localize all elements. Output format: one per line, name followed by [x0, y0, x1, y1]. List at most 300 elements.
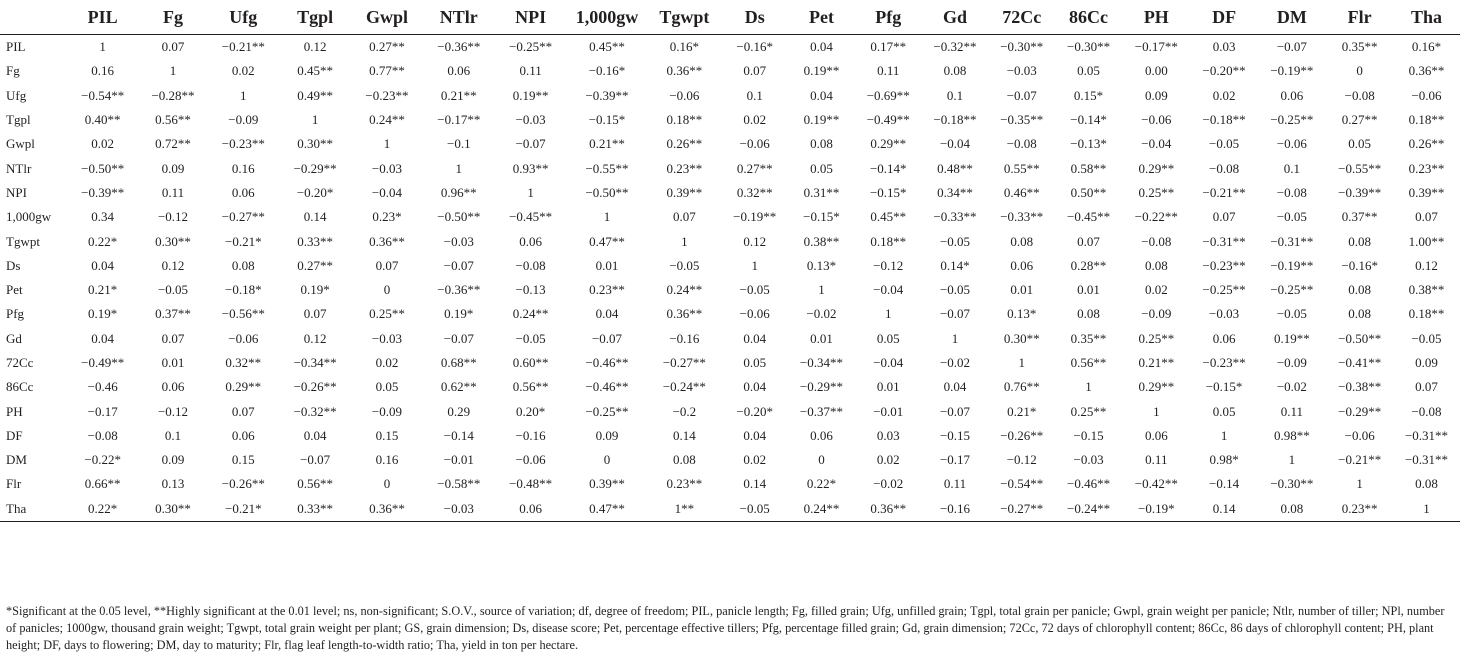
correlation-cell: 0.25** [1138, 184, 1175, 200]
correlation-cell: −0.58** [437, 476, 481, 492]
correlation-cell: −0.25** [509, 39, 553, 55]
row-label: Fg [6, 63, 20, 79]
correlation-cell: 0.19** [1274, 330, 1310, 346]
row-label: NPI [6, 184, 27, 200]
correlation-cell: 0.07 [743, 63, 767, 79]
correlation-cell: −0.41** [1338, 355, 1382, 370]
row-label: Tha [6, 500, 27, 516]
correlation-cell: −0.05 [157, 282, 189, 298]
correlation-cell: 0.47** [589, 233, 625, 249]
correlation-cell: −0.06 [739, 136, 770, 152]
correlation-cell: −0.24** [662, 379, 706, 395]
correlation-cell: 0.1 [164, 427, 182, 443]
correlation-cell: −0.07 [300, 452, 331, 468]
correlation-cell: 0.29** [225, 379, 262, 395]
correlation-cell: 0.24** [666, 282, 703, 298]
table-row [0, 132, 1460, 156]
table-row [0, 254, 1460, 278]
correlation-cell: 0.98** [1274, 427, 1310, 443]
correlation-cell: 0.25** [369, 306, 405, 322]
correlation-cell: 0.01 [1010, 282, 1034, 298]
correlation-cell: 0.08 [943, 63, 967, 79]
correlation-cell: −0.17 [939, 452, 971, 468]
correlation-cell: −0.07 [939, 306, 971, 322]
correlation-cell: −0.05 [669, 257, 700, 273]
correlation-cell: 1 [169, 63, 177, 79]
correlation-cell: −0.36** [437, 39, 481, 55]
column-header: DF [1212, 6, 1237, 27]
correlation-cell: 1.00** [1408, 233, 1445, 249]
table-row [0, 302, 1460, 326]
correlation-cell: 0.30** [155, 500, 191, 516]
correlation-cell: −0.21* [225, 500, 262, 516]
correlation-cell: 0.36** [369, 500, 405, 516]
correlation-cell: 1 [751, 257, 758, 273]
correlation-cell: 0.62** [440, 379, 477, 395]
correlation-cell: 0.07 [231, 403, 255, 419]
correlation-cell: 0.01 [595, 257, 619, 273]
table-row [0, 497, 1460, 522]
correlation-cell: 0.07 [1212, 209, 1236, 225]
correlation-cell: 0.34** [937, 184, 973, 200]
correlation-cell: −0.46 [87, 379, 118, 395]
correlation-cell: −0.25** [1270, 282, 1314, 298]
correlation-cell: −0.25** [1270, 112, 1314, 128]
column-header: Tha [1411, 6, 1443, 27]
correlation-cell: 0.30** [297, 136, 333, 152]
correlation-cell: −0.39** [81, 184, 125, 200]
correlation-cell: 0.08 [1348, 233, 1372, 249]
correlation-cell: 0.18** [1408, 306, 1445, 322]
correlation-cell: 0.08 [810, 136, 833, 152]
correlation-cell: −0.05 [939, 282, 971, 298]
correlation-cell: 0.09 [1144, 87, 1168, 103]
correlation-cell: −0.07 [443, 257, 474, 273]
correlation-cell: −0.03 [1073, 452, 1104, 468]
correlation-cell: −0.25** [585, 403, 629, 419]
correlation-cell: 0.14* [940, 257, 970, 273]
correlation-cell: 0.72** [155, 136, 191, 152]
correlation-cell: 0.38** [803, 233, 840, 249]
correlation-cell: −0.33** [933, 209, 977, 225]
correlation-cell: −0.06 [1344, 427, 1375, 443]
correlation-cell: −0.14* [869, 160, 907, 176]
correlation-cell: 0.1 [946, 87, 964, 103]
correlation-cell: −0.25** [1202, 282, 1246, 298]
row-label: 72Cc [6, 355, 34, 370]
column-header: 86Cc [1069, 6, 1109, 27]
correlation-cell: −0.05 [1411, 330, 1442, 346]
correlation-cell: 0.45** [870, 209, 907, 225]
correlation-cell: 0.27** [1341, 112, 1378, 128]
correlation-cell: 1 [527, 184, 534, 200]
correlation-cell: 0.19* [300, 282, 330, 298]
correlation-cell: −0.39** [1338, 184, 1382, 200]
correlation-cell: −0.23** [1202, 355, 1246, 370]
correlation-cell: 0.27** [369, 39, 405, 55]
correlation-cell: −0.06 [669, 87, 700, 103]
correlation-cell: 0.05 [1212, 403, 1236, 419]
correlation-cell: −0.01 [873, 403, 904, 419]
correlation-cell: −0.14 [1209, 476, 1240, 492]
correlation-cell: 0.1 [746, 87, 763, 103]
correlation-cell: 0.36** [666, 63, 703, 79]
row-label: Gd [6, 330, 22, 346]
correlation-cell: 0.21** [589, 136, 625, 152]
correlation-cell: 0.24** [369, 112, 405, 128]
correlation-cell: 0.08 [1010, 233, 1034, 249]
correlation-cell: −0.26** [1000, 427, 1044, 443]
correlation-cell: 0.23* [372, 209, 402, 225]
correlation-cell: −0.06 [1141, 112, 1172, 128]
correlation-cell: 0.14 [743, 476, 767, 492]
correlation-cell: −0.50** [437, 209, 481, 225]
correlation-cell: 0.26** [1408, 136, 1445, 152]
column-header: Ds [744, 6, 765, 27]
correlation-cell: −0.27** [1000, 500, 1044, 516]
correlation-cell: −0.04 [873, 282, 904, 298]
correlation-cell: −0.50** [1338, 330, 1382, 346]
correlation-cell: 1** [674, 500, 695, 516]
correlation-cell: −0.03 [1209, 306, 1240, 322]
correlation-cell: 0.30** [1003, 330, 1040, 346]
correlation-cell: −0.36** [437, 282, 481, 298]
correlation-cell: 0.06 [519, 500, 542, 516]
correlation-cell: 1 [681, 233, 688, 249]
correlation-cell: 0.19** [803, 63, 840, 79]
correlation-cell: −0.08 [1141, 233, 1172, 249]
correlation-cell: 1 [603, 209, 611, 225]
correlation-cell: 0.39** [1408, 184, 1445, 200]
correlation-cell: −0.21** [221, 39, 265, 55]
correlation-cell: −0.37** [799, 403, 844, 419]
correlation-cell: 0.37** [155, 306, 191, 322]
correlation-cell: −0.16* [736, 39, 773, 55]
correlation-cell: 0.01 [810, 330, 833, 346]
table-row [0, 399, 1460, 423]
correlation-cell: 0.02 [1212, 87, 1236, 103]
correlation-cell: 0.06 [519, 233, 542, 249]
row-label: Ufg [6, 87, 27, 103]
correlation-cell: 0.07 [375, 257, 399, 273]
correlation-cell: −0.12 [1006, 452, 1037, 468]
correlation-cell: 0.33** [297, 500, 333, 516]
correlation-cell: 1 [884, 306, 892, 322]
correlation-cell: 0.21* [1007, 403, 1037, 419]
correlation-cell: 0.12 [303, 39, 327, 55]
correlation-cell: 0.98* [1209, 452, 1239, 468]
correlation-cell: 0.25** [1070, 403, 1107, 419]
correlation-cell: −0.01 [443, 452, 474, 468]
correlation-cell: −0.16 [515, 427, 546, 443]
correlation-cell: −0.15 [939, 427, 971, 443]
correlation-cell: 0.21* [88, 282, 118, 298]
correlation-cell: 1 [99, 39, 106, 55]
table-row [0, 278, 1460, 302]
correlation-cell: 0.66** [84, 476, 121, 492]
correlation-cell: −0.03 [443, 233, 474, 249]
column-header: DM [1276, 6, 1307, 27]
correlation-cell: 0.11 [943, 476, 967, 492]
correlation-cell: 0.14 [673, 427, 696, 443]
correlation-cell: 0.04 [595, 306, 619, 322]
correlation-cell: 0.27** [297, 257, 333, 273]
correlation-cell: 0.09 [161, 160, 185, 176]
correlation-cell: 0.07 [1415, 379, 1438, 395]
row-label: Pet [6, 282, 23, 298]
correlation-cell: 0.26** [666, 136, 703, 152]
correlation-cell: −0.03 [371, 160, 402, 176]
correlation-cell: 0.05 [1077, 63, 1100, 79]
row-label: Gwpl [6, 136, 35, 152]
correlation-cell: −0.08 [1344, 87, 1375, 103]
correlation-cell: 0.19** [512, 87, 549, 103]
correlation-cell: 0.30** [155, 233, 191, 249]
table-row [0, 205, 1460, 229]
row-label: Ds [6, 257, 21, 273]
table-footnote: *Significant at the 0.05 level, **Highly significant at the 0.01 level; ns, non-significant; S.O.V., source of variation; df, degree of freedom; PIL, panicle length; Fg, filled grain; Ufg, unfilled grain; Tgpl, total grain per panicle; Gwpl, grain weight per panicle; Ntlr, number of tiller; NPl, number of panicles; 1000gw, thousand grain weight; Tgwpt, total grain weight per plant; GS, grain dimension; Ds, disease score; Pet, percentage effective tillers; Pfg, percentage filled grain; Gd, grain dimension; 72Cc, 72 days of chlorophyll content; 86Cc, 86 days of chlorophyll content; PH, plant height; DF, days to flowering; DM, day to maturity; Flr, flag leaf length-to-width ratio; Tha, yield in ton per hectare. [6, 604, 1445, 652]
correlation-cell: 0.36** [1408, 63, 1445, 79]
correlation-cell: −0.12 [157, 209, 189, 225]
correlation-cell: 0.07 [673, 209, 696, 225]
correlation-cell: −0.54** [1000, 476, 1044, 492]
table-row [0, 424, 1460, 448]
table-row [0, 84, 1460, 108]
correlation-cell: 0 [1356, 63, 1363, 79]
correlation-cell: −0.21** [1202, 184, 1246, 200]
correlation-cell: 0.46** [1003, 184, 1040, 200]
correlation-cell: 0.47** [589, 500, 625, 516]
correlation-cell: −0.15 [1073, 427, 1104, 443]
table-row [0, 35, 1460, 60]
correlation-cell: −0.18** [1202, 112, 1246, 128]
correlation-cell: −0.15* [1205, 379, 1243, 395]
correlation-cell: −0.18* [225, 282, 262, 298]
correlation-cell: −0.16 [669, 330, 700, 346]
correlation-cell: −0.38** [1338, 379, 1382, 395]
correlation-cell: 0.29** [870, 136, 907, 152]
correlation-cell: 0.29 [447, 403, 471, 419]
correlation-cell: 0.18** [870, 233, 907, 249]
correlation-cell: −0.55** [1338, 160, 1382, 176]
correlation-cell: −0.46** [585, 379, 629, 395]
correlation-cell: 0.11 [877, 63, 900, 79]
correlation-cell: −0.17** [1134, 39, 1178, 55]
column-header: Gwpl [365, 6, 408, 27]
correlation-cell: −0.03 [515, 112, 546, 128]
correlation-cell: 0.15 [375, 427, 399, 443]
correlation-cell: 0.08 [231, 257, 255, 273]
correlation-cell: −0.02 [939, 355, 971, 370]
correlation-cell: 1 [240, 87, 247, 103]
correlation-cell: 0.02 [743, 452, 767, 468]
correlation-cell: −0.26** [293, 379, 337, 395]
correlation-cell: 1 [1356, 476, 1363, 492]
correlation-cell: −0.20** [1202, 63, 1246, 79]
correlation-cell: 0.15 [231, 452, 255, 468]
correlation-cell: 0.22* [88, 233, 118, 249]
correlation-cell: −0.2 [672, 403, 697, 419]
correlation-cell: −0.05 [939, 233, 971, 249]
correlation-cell: 0.13* [806, 257, 837, 273]
correlation-cell: −0.06 [1411, 87, 1442, 103]
correlation-cell: −0.55** [585, 160, 629, 176]
row-label: 86Cc [6, 379, 34, 395]
correlation-cell: 0.05 [743, 355, 767, 370]
correlation-cell: 0.05 [375, 379, 399, 395]
correlation-cell: 0.04 [91, 330, 115, 346]
row-label: PIL [6, 39, 26, 55]
correlation-cell: 0.17** [870, 39, 907, 55]
correlation-cell: −0.39** [585, 87, 629, 103]
correlation-cell: 1 [951, 330, 959, 346]
correlation-cell: −0.15* [869, 184, 907, 200]
correlation-cell: −0.20* [296, 184, 334, 200]
correlation-cell: 0.08 [1144, 257, 1168, 273]
correlation-cell: −0.08 [87, 427, 118, 443]
correlation-cell: 0.02 [231, 63, 255, 79]
correlation-cell: 0.93** [512, 160, 549, 176]
correlation-cell: 0.04 [943, 379, 967, 395]
table-row [0, 327, 1460, 351]
correlation-cell: 0.23** [666, 476, 703, 492]
correlation-cell: 0.16 [375, 452, 399, 468]
correlation-cell: −0.03 [443, 500, 474, 516]
correlation-cell: 0.60** [512, 355, 549, 370]
correlation-cell: −0.08 [1411, 403, 1442, 419]
correlation-cell: −0.22* [84, 452, 121, 468]
correlation-cell: −0.1 [446, 136, 471, 152]
correlation-cell: −0.19* [1138, 500, 1175, 516]
correlation-cell: 0.22* [88, 500, 118, 516]
correlation-cell: 0.68** [440, 355, 477, 370]
correlation-cell: −0.06 [1276, 136, 1307, 152]
correlation-cell: 0.22* [806, 476, 837, 492]
correlation-cell: −0.33** [1000, 209, 1044, 225]
correlation-cell: 0.19* [88, 306, 118, 322]
correlation-cell: 0.07 [161, 39, 185, 55]
correlation-cell: −0.29** [293, 160, 337, 176]
correlation-cell: −0.27** [662, 355, 706, 370]
correlation-cell: 0.04 [743, 330, 767, 346]
row-label: Tgpl [6, 112, 31, 128]
column-header: Flr [1347, 6, 1372, 27]
correlation-cell: 0.35** [1341, 39, 1378, 55]
correlation-cell: 0.45** [297, 63, 333, 79]
correlation-cell: −0.12 [157, 403, 189, 419]
column-header: Tgwpt [659, 6, 710, 27]
correlation-cell: 0.16 [91, 63, 115, 79]
correlation-cell: 0.1 [1283, 160, 1300, 176]
correlation-cell: 0.48** [937, 160, 973, 176]
correlation-cell: 0.25** [1138, 330, 1175, 346]
table-body [0, 35, 1460, 522]
correlation-cell: 0.45** [589, 39, 625, 55]
correlation-cell: 0.05 [810, 160, 833, 176]
correlation-cell: 0.08 [1077, 306, 1100, 322]
correlation-cell: −0.35** [1000, 112, 1044, 128]
correlation-cell: 0.36** [870, 500, 907, 516]
correlation-cell: −0.34** [293, 355, 337, 370]
row-label: Tgwpt [6, 233, 40, 249]
correlation-cell: 0.12 [743, 233, 767, 249]
correlation-cell: 0.03 [1212, 39, 1236, 55]
correlation-cell: −0.19** [1270, 257, 1314, 273]
correlation-cell: 0.11 [1280, 403, 1304, 419]
correlation-cell: 0.01 [161, 355, 185, 370]
correlation-cell: −0.08 [1276, 184, 1307, 200]
table-row [0, 156, 1460, 180]
column-header: Pfg [875, 6, 902, 27]
correlation-cell: 0.19* [444, 306, 474, 322]
correlation-cell: 0.03 [876, 427, 900, 443]
correlation-cell: 0.21** [1138, 355, 1175, 370]
correlation-cell: 0.77** [369, 63, 405, 79]
correlation-cell: −0.05 [1209, 136, 1240, 152]
correlation-cell: −0.20* [736, 403, 773, 419]
correlation-cell: 0.02 [375, 355, 399, 370]
correlation-cell: 0.39** [666, 184, 703, 200]
correlation-cell: 0.02 [743, 112, 767, 128]
correlation-cell: −0.46** [585, 355, 629, 370]
correlation-cell: −0.09 [1141, 306, 1172, 322]
correlation-cell: 0.15* [1073, 87, 1104, 103]
correlation-cell: 0.06 [447, 63, 471, 79]
correlation-cell: −0.54** [81, 87, 125, 103]
correlation-cell: −0.08 [515, 257, 546, 273]
correlation-cell: 0.00 [1144, 63, 1168, 79]
correlation-cell: −0.16* [588, 63, 626, 79]
table-header [0, 0, 1460, 35]
correlation-cell: 0.09 [161, 452, 185, 468]
correlation-cell: 0.01 [876, 379, 900, 395]
correlation-cell: 0.40** [84, 112, 121, 128]
correlation-cell: 0.50** [1070, 184, 1107, 200]
correlation-cell: −0.07 [591, 330, 623, 346]
correlation-cell: −0.29** [1338, 403, 1382, 419]
correlation-cell: −0.14 [443, 427, 474, 443]
correlation-cell: −0.31** [1404, 427, 1449, 443]
correlation-cell: 0.04 [743, 427, 767, 443]
correlation-cell: 0.39** [589, 476, 625, 492]
correlation-cell: −0.04 [939, 136, 971, 152]
correlation-cell: −0.06 [739, 306, 770, 322]
table-row [0, 181, 1460, 205]
correlation-cell: −0.23** [365, 87, 409, 103]
correlation-cell: 0.06 [810, 427, 833, 443]
correlation-cell: 0.55** [1003, 160, 1040, 176]
correlation-cell: −0.07 [1276, 39, 1307, 55]
correlation-cell: −0.08 [1006, 136, 1037, 152]
correlation-cell: 0.14 [1212, 500, 1236, 516]
correlation-cell: 0.32** [225, 355, 262, 370]
correlation-cell: −0.15* [803, 209, 840, 225]
correlation-cell: 0.16* [669, 39, 700, 55]
correlation-cell: −0.26** [221, 476, 265, 492]
row-label: DF [6, 427, 23, 443]
correlation-cell: −0.30** [1000, 39, 1044, 55]
correlation-cell: 0.04 [810, 87, 833, 103]
correlation-cell: 0.29** [1138, 379, 1175, 395]
correlation-cell: 0.04 [743, 379, 767, 395]
correlation-cell: 0.08 [673, 452, 696, 468]
correlation-cell: −0.02 [1276, 379, 1307, 395]
correlation-cell: 0.02 [91, 136, 115, 152]
correlation-cell: 0.27** [736, 160, 773, 176]
correlation-cell: 0.38** [1408, 282, 1445, 298]
correlation-cell: −0.06 [228, 330, 259, 346]
correlation-cell: −0.28** [151, 87, 195, 103]
